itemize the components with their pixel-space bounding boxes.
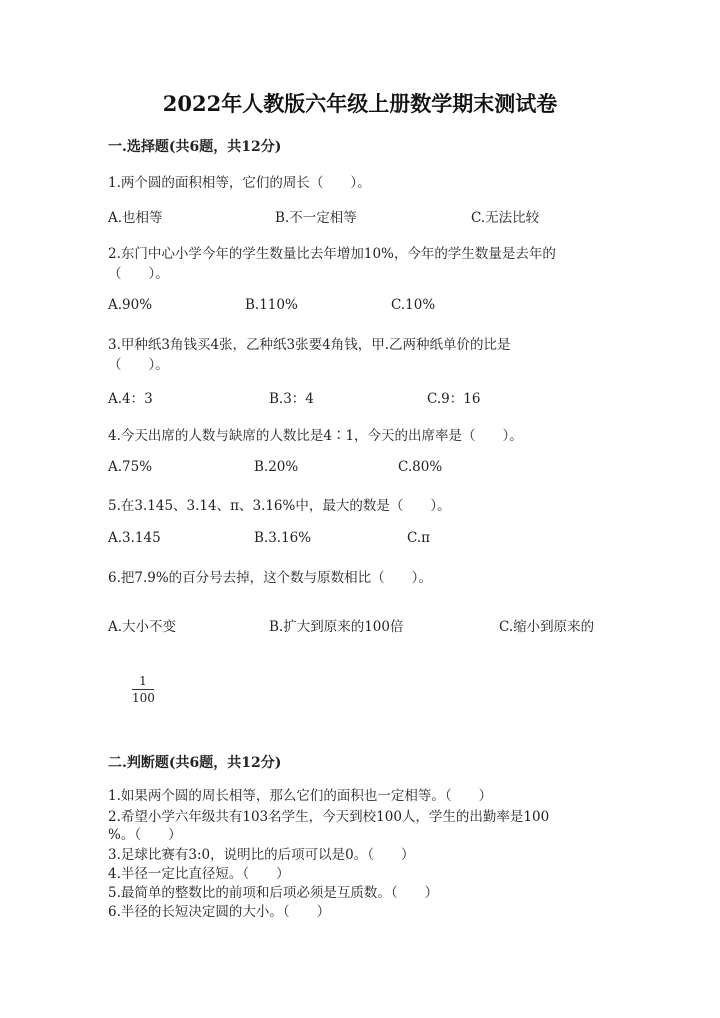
q1-option-a: A.也相等 bbox=[108, 210, 163, 226]
question-4: 4.今天出席的人数与缺席的人数比是4∶1，今天的出席率是（ ）。 bbox=[108, 428, 523, 444]
judge-item-2: 2.希望小学六年级共有103名学生，今天到校100人，学生的出勤率是100 bbox=[108, 809, 550, 825]
q1-option-c: C.无法比较 bbox=[471, 210, 540, 226]
fraction-bar bbox=[132, 689, 154, 690]
section-heading-choice: 一.选择题(共6题，共12分) bbox=[108, 139, 282, 155]
judge-item-3: 3.足球比赛有3:0，说明比的后项可以是0。（ ） bbox=[108, 847, 415, 863]
judge-item-5: 5.最简单的整数比的前项和后项必须是互质数。（ ） bbox=[108, 885, 439, 901]
q2-option-b: B.110% bbox=[245, 297, 298, 313]
q4-option-c: C.80% bbox=[398, 459, 443, 475]
q6-option-b: B.扩大到原来的100倍 bbox=[269, 619, 404, 635]
question-2-cont: （ ）。 bbox=[108, 266, 169, 282]
section-heading-judge: 二.判断题(共6题，共12分) bbox=[108, 755, 282, 771]
judge-item-1: 1.如果两个圆的周长相等，那么它们的面积也一定相等。（ ） bbox=[108, 788, 493, 804]
fraction-denominator: 100 bbox=[132, 691, 155, 705]
q4-option-b: B.20% bbox=[254, 459, 299, 475]
question-6: 6.把7.9%的百分号去掉，这个数与原数相比（ ）。 bbox=[108, 570, 432, 586]
q5-option-a: A.3.145 bbox=[108, 530, 161, 546]
question-5: 5.在3.145、3.14、π、3.16%中，最大的数是（ ）。 bbox=[108, 498, 451, 514]
question-3: 3.甲种纸3角钱买4张，乙种纸3张要4角钱，甲.乙两种纸单价的比是 bbox=[108, 337, 511, 353]
judge-item-2-cont: %。（ ） bbox=[108, 827, 182, 843]
q2-option-c: C.10% bbox=[391, 297, 436, 313]
q3-option-a: A.4：3 bbox=[108, 391, 153, 407]
q6-fraction bbox=[132, 674, 154, 705]
judge-item-6: 6.半径的长短决定圆的大小。（ ） bbox=[108, 904, 331, 920]
q4-option-a: A.75% bbox=[108, 459, 153, 475]
page-title: 2022年人教版六年级上册数学期末测试卷 bbox=[162, 91, 558, 116]
question-1: 1.两个圆的面积相等，它们的周长（ ）。 bbox=[108, 175, 371, 191]
q5-option-c: C.π bbox=[407, 530, 431, 546]
q3-option-c: C.9：16 bbox=[427, 391, 481, 407]
question-2: 2.东门中心小学今年的学生数量比去年增加10%，今年的学生数量是去年的 bbox=[108, 246, 556, 262]
judge-item-4: 4.半径一定比直径短。（ ） bbox=[108, 866, 290, 882]
fraction-numerator: 1 bbox=[139, 674, 147, 688]
q6-option-a: A.大小不变 bbox=[108, 619, 177, 635]
q2-option-a: A.90% bbox=[108, 297, 153, 313]
q6-option-c: C.缩小到原来的 bbox=[499, 619, 595, 635]
q1-option-b: B.不一定相等 bbox=[275, 210, 357, 226]
q5-option-b: B.3.16% bbox=[254, 530, 312, 546]
q3-option-b: B.3：4 bbox=[269, 391, 314, 407]
question-3-cont: （ ）。 bbox=[108, 357, 169, 373]
